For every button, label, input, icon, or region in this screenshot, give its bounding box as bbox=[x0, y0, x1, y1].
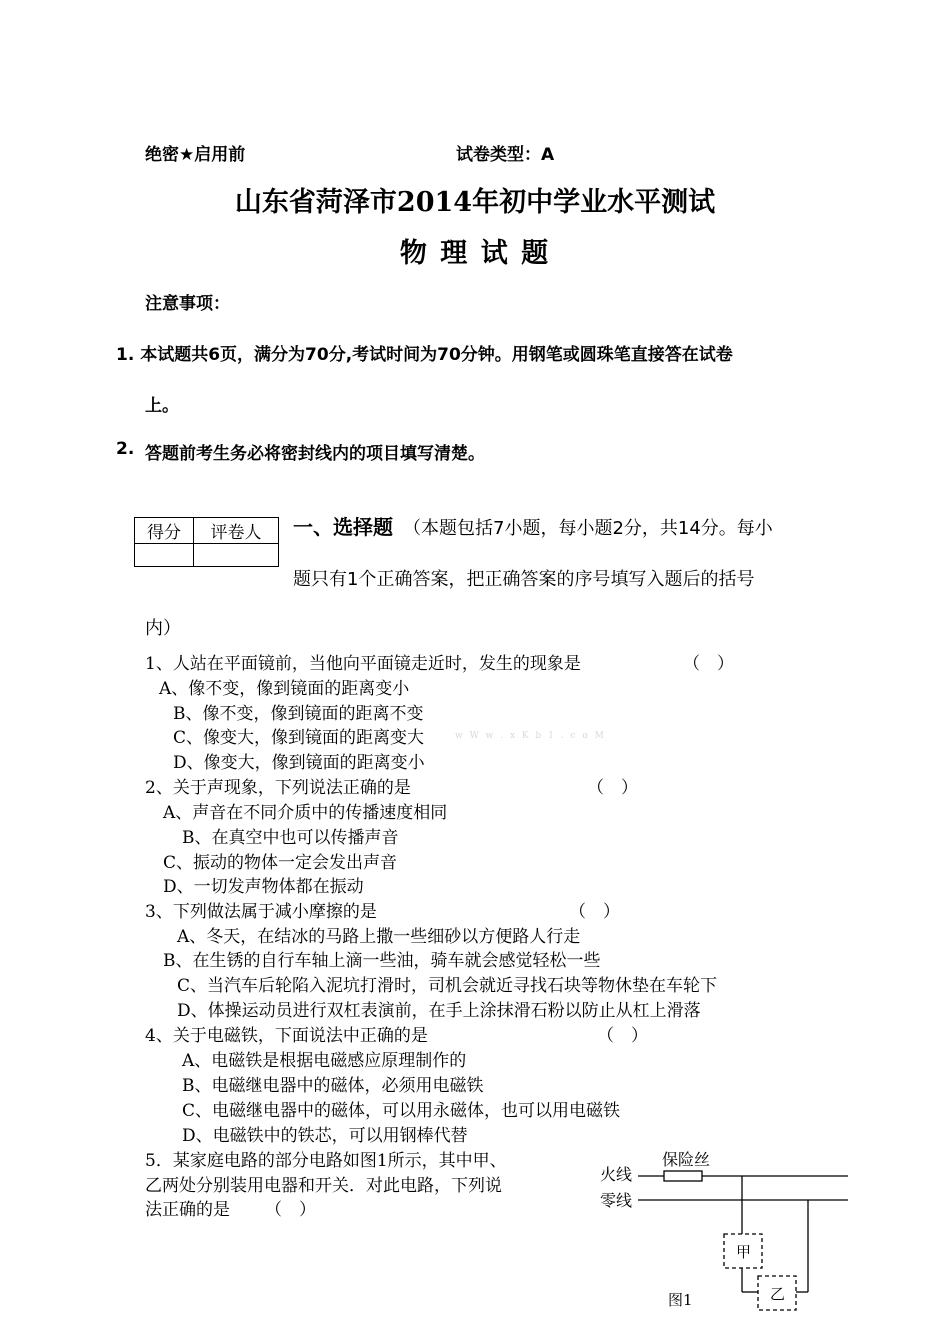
question-2-option-d[interactable]: D、一切发声物体都在振动 bbox=[163, 877, 364, 897]
score-cell[interactable] bbox=[135, 544, 194, 567]
subject-title: 物 理 试 题 bbox=[399, 238, 551, 269]
live-wire-label: 火线 bbox=[600, 1165, 633, 1184]
score-header: 得分 bbox=[135, 518, 194, 544]
question-3-stem: 3、下列做法属于减小摩擦的是 bbox=[145, 902, 377, 922]
neutral-wire-label: 零线 bbox=[600, 1191, 633, 1210]
grader-header: 评卷人 bbox=[194, 518, 279, 544]
question-1-stem: 1、人站在平面镜前，当他向平面镜走近时，发生的现象是 bbox=[145, 654, 581, 674]
question-1-option-a[interactable]: A、像不变，像到镜面的距离变小 bbox=[159, 679, 410, 699]
question-3-option-d[interactable]: D、体操运动员进行双杠表演前，在手上涂抹滑石粉以防止从杠上滑落 bbox=[177, 1001, 701, 1021]
question-4-bracket[interactable]: （ ） bbox=[597, 1026, 648, 1046]
section-desc-line3: 内） bbox=[145, 618, 181, 639]
question-4-option-c[interactable]: C、电磁继电器中的磁体，可以用永磁体，也可以用电磁铁 bbox=[182, 1101, 621, 1121]
question-5-line2: 乙两处分别装用电器和开关．对此电路，下列说 bbox=[145, 1176, 502, 1196]
note-item-2: 答题前考生务必将密封线内的项目填写清楚。 bbox=[145, 444, 485, 464]
question-5-line1: 5．某家庭电路的部分电路如图1所示，其中甲、 bbox=[145, 1151, 507, 1171]
question-5-line3: 法正确的是 bbox=[145, 1200, 230, 1220]
question-4-stem: 4、关于电磁铁，下面说法中正确的是 bbox=[145, 1026, 428, 1046]
question-3-option-a[interactable]: A、冬天，在结冰的马路上撒一些细砂以方便路人行走 bbox=[177, 927, 581, 947]
question-1-bracket[interactable]: （ ） bbox=[683, 654, 734, 674]
question-4-option-b[interactable]: B、电磁继电器中的磁体，必须用电磁铁 bbox=[182, 1076, 484, 1096]
notes-heading: 注意事项： bbox=[145, 294, 230, 314]
section-desc-line1: （本题包括7小题，每小题2分，共14分。每小 bbox=[403, 518, 773, 539]
jia-label: 甲 bbox=[736, 1243, 752, 1261]
paper-type: 试卷类型：A bbox=[456, 145, 555, 165]
question-3-bracket[interactable]: （ ） bbox=[569, 902, 620, 922]
question-4-option-a[interactable]: A、电磁铁是根据电磁感应原理制作的 bbox=[182, 1051, 467, 1071]
confidential-mark: 绝密★启用前 bbox=[145, 145, 246, 165]
grader-cell[interactable] bbox=[194, 544, 279, 567]
question-1-option-b[interactable]: B、像不变，像到镜面的距离不变 bbox=[173, 704, 424, 724]
question-4-option-d[interactable]: D、电磁铁中的铁芯，可以用钢棒代替 bbox=[182, 1126, 468, 1146]
question-1-option-d[interactable]: D、像变大，像到镜面的距离变小 bbox=[173, 753, 425, 773]
question-3-option-b[interactable]: B、在生锈的自行车轴上滴一些油，骑车就会感觉轻松一些 bbox=[163, 951, 601, 971]
figure-caption: 图1 bbox=[668, 1291, 693, 1309]
question-5-bracket[interactable]: （ ） bbox=[265, 1200, 316, 1220]
fuse bbox=[664, 1171, 702, 1181]
question-2-option-b[interactable]: B、在真空中也可以传播声音 bbox=[182, 828, 399, 848]
watermark: w W w . x K b 1 . c o M bbox=[455, 731, 606, 741]
question-2-option-c[interactable]: C、振动的物体一定会发出声音 bbox=[163, 853, 398, 873]
question-2-stem: 2、关于声现象，下列说法正确的是 bbox=[145, 778, 411, 798]
section-desc-line2: 题只有1个正确答案，把正确答案的序号填写入题后的括号 bbox=[293, 569, 755, 590]
question-3-option-c[interactable]: C、当汽车后轮陷入泥坑打滑时，司机会就近寻找石块等物休垫在车轮下 bbox=[177, 976, 718, 996]
score-table bbox=[134, 517, 279, 567]
exam-title: 山东省菏泽市2014年初中学业水平测试 bbox=[234, 187, 716, 218]
question-2-bracket[interactable]: （ ） bbox=[587, 778, 638, 798]
question-2-option-a[interactable]: A、声音在不同介质中的传播速度相同 bbox=[163, 803, 448, 823]
circuit-figure bbox=[590, 1140, 860, 1340]
note-item-2-number: 2. bbox=[116, 439, 135, 459]
fuse-label: 保险丝 bbox=[662, 1150, 711, 1169]
note-item-1: 1. 本试题共6页，满分为70分,考试时间为70分钟。用钢笔或圆珠笔直接答在试卷 bbox=[116, 345, 733, 365]
yi-label: 乙 bbox=[770, 1285, 786, 1303]
section-title: 一、选择题 bbox=[293, 515, 393, 539]
question-1-option-c[interactable]: C、像变大，像到镜面的距离变大 bbox=[173, 728, 425, 748]
note-item-1-continued: 上。 bbox=[145, 396, 179, 416]
